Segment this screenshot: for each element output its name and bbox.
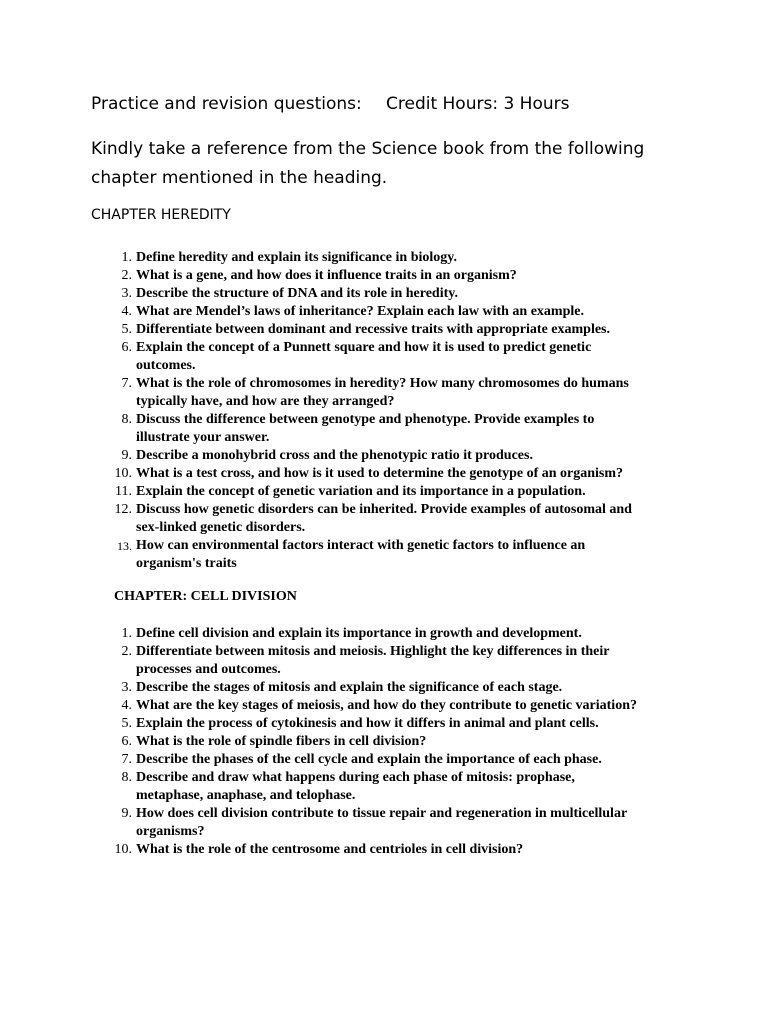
question-text-line: outcomes.	[136, 358, 196, 373]
list-item	[0, 697, 676, 715]
question-number: 7.	[121, 376, 132, 391]
question-text-line: What is the role of chromosomes in heredity? How many chromosomes do humans	[136, 376, 629, 391]
list-item	[0, 643, 676, 679]
list-item	[0, 375, 676, 411]
list-item	[0, 733, 676, 751]
question-text-line: metaphase, anaphase, and telophase.	[136, 788, 356, 803]
question-text-line: Describe the structure of DNA and its role in heredity.	[136, 286, 458, 301]
question-number: 3.	[121, 286, 132, 301]
heading-line	[91, 94, 570, 114]
list-item	[0, 769, 676, 805]
list-item	[0, 303, 676, 321]
document-title: Practice and revision questions:	[91, 94, 362, 114]
question-text-line: processes and outcomes.	[136, 662, 281, 677]
list-item	[0, 625, 676, 643]
question-number: 12.	[114, 502, 132, 517]
question-text-line: Differentiate between dominant and recessive traits with appropriate examples.	[136, 322, 610, 337]
question-text-line: typically have, and how are they arranged?	[136, 394, 395, 409]
question-number: 13.	[117, 539, 132, 553]
question-text-line: Explain the process of cytokinesis and how it differs in animal and plant cells.	[136, 716, 599, 731]
intro-paragraph	[91, 135, 691, 193]
chapter-heredity-title: CHAPTER HEREDITY	[91, 207, 231, 223]
question-number: 10.	[114, 466, 132, 481]
question-text-line: organisms?	[136, 824, 205, 839]
question-text-line: illustrate your answer.	[136, 430, 270, 445]
question-text-line: Describe the phases of the cell cycle and explain the importance of each phase.	[136, 752, 602, 767]
intro-line-2: chapter mentioned in the heading.	[91, 168, 388, 188]
question-text-line: Discuss the difference between genotype and phenotype. Provide examples to	[136, 412, 595, 427]
question-number: 8.	[121, 412, 132, 427]
question-text-line: Differentiate between mitosis and meiosis. Highlight the key differences in their	[136, 644, 610, 659]
list-item	[0, 483, 676, 501]
question-text-line: How can environmental factors interact with genetic factors to influence an	[136, 538, 586, 553]
list-item	[0, 447, 676, 465]
question-number: 4.	[121, 698, 132, 713]
question-number: 6.	[121, 340, 132, 355]
list-item	[0, 411, 676, 447]
list-item	[0, 841, 676, 859]
question-text-line: Describe the stages of mitosis and explain the significance of each stage.	[136, 680, 563, 695]
list-item	[0, 249, 676, 267]
question-text-line: Describe a monohybrid cross and the phenotypic ratio it produces.	[136, 448, 533, 463]
question-text-line: How does cell division contribute to tissue repair and regeneration in multicellular	[136, 806, 628, 821]
question-number: 5.	[121, 322, 132, 337]
cell-division-question-list	[0, 625, 676, 859]
list-item	[0, 805, 676, 841]
question-text-line: organism's traits	[136, 556, 237, 571]
question-number: 2.	[121, 644, 132, 659]
question-text-line: Explain the concept of a Punnett square and how it is used to predict genetic	[136, 340, 592, 355]
question-number: 9.	[121, 448, 132, 463]
list-item	[0, 267, 676, 285]
list-item	[0, 679, 676, 697]
list-item	[0, 537, 676, 573]
list-item	[0, 465, 676, 483]
question-text-line: sex-linked genetic disorders.	[136, 520, 306, 535]
list-item	[0, 321, 676, 339]
list-item	[0, 501, 676, 537]
question-number: 11.	[115, 484, 132, 499]
question-number: 10.	[114, 842, 132, 857]
list-item	[0, 339, 676, 375]
list-item	[0, 715, 676, 733]
question-number: 7.	[121, 752, 132, 767]
question-text-line: What are Mendel’s laws of inheritance? Explain each law with an example.	[136, 304, 584, 319]
question-text-line: Discuss how genetic disorders can be inherited. Provide examples of autosomal and	[136, 502, 632, 517]
intro-line-1: Kindly take a reference from the Science book from the following	[91, 139, 645, 159]
question-number: 6.	[121, 734, 132, 749]
question-text-line: What is the role of spindle fibers in cell division?	[136, 734, 427, 749]
chapter-cell-division-title: CHAPTER: CELL DIVISION	[114, 589, 297, 604]
question-number: 9.	[121, 806, 132, 821]
question-text-line: What is a test cross, and how is it used to determine the genotype of an organism?	[136, 466, 624, 481]
question-text-line: What is a gene, and how does it influence traits in an organism?	[136, 268, 517, 283]
list-item	[0, 285, 676, 303]
question-text-line: What is the role of the centrosome and centrioles in cell division?	[136, 842, 524, 857]
question-number: 5.	[121, 716, 132, 731]
question-number: 4.	[121, 304, 132, 319]
heredity-question-list	[0, 249, 676, 573]
question-text-line: Describe and draw what happens during each phase of mitosis: prophase,	[136, 770, 575, 785]
question-text-line: Define cell division and explain its importance in growth and development.	[136, 626, 582, 641]
credit-hours: Credit Hours: 3 Hours	[386, 94, 570, 114]
question-number: 2.	[121, 268, 132, 283]
question-number: 8.	[121, 770, 132, 785]
list-item	[0, 751, 676, 769]
question-number: 3.	[121, 680, 132, 695]
question-number: 1.	[121, 626, 132, 641]
question-text-line: Define heredity and explain its significance in biology.	[136, 250, 457, 265]
question-text-line: What are the key stages of meiosis, and how do they contribute to genetic variation?	[136, 698, 637, 713]
question-text-line: Explain the concept of genetic variation and its importance in a population.	[136, 484, 586, 499]
question-number: 1.	[121, 250, 132, 265]
